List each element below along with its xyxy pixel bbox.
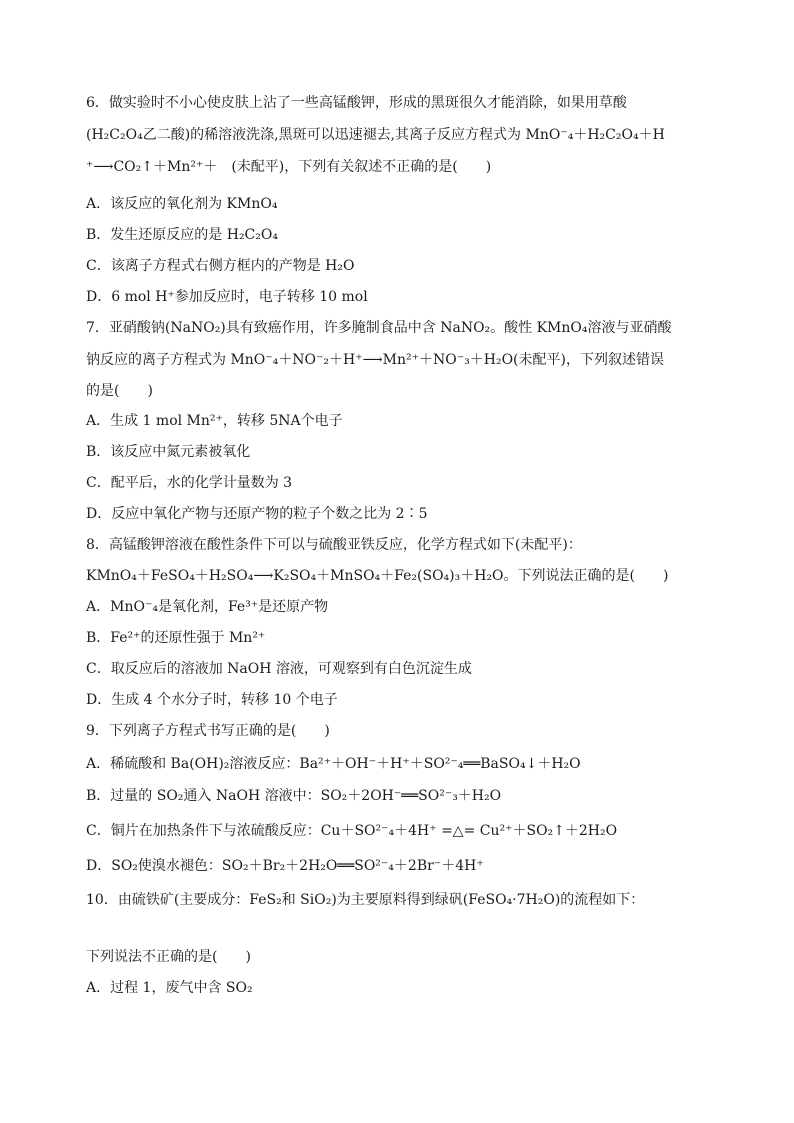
q6-stem-line-3: ⁺⟶CO₂↑＋Mn²⁺＋ (未配平)，下列有关叙述不正确的是( ) [86,159,492,175]
q7-option-c: C．配平后，水的化学计量数为 3 [86,475,293,491]
q7-stem-line-2: 钠反应的离子方程式为 MnO⁻₄＋NO⁻₂＋H⁺⟶Mn²⁺＋NO⁻₃＋H₂O(未配平)，下列叙述错误 [86,352,664,368]
q7-stem-line-3: 的是( ) [86,383,153,399]
q6-option-c: C．该离子方程式右侧方框内的产物是 H₂O [86,258,355,274]
q6-stem-line-2: (H₂C₂O₄乙二酸)的稀溶液洗涤,黑斑可以迅速褪去,其离子反应方程式为 MnO⁻₄＋H₂C₂O₄＋H [86,127,665,143]
q7-option-b: B．该反应中氮元素被氧化 [86,444,251,460]
q8-option-a: A．MnO⁻₄是氧化剂，Fe³⁺是还原产物 [86,599,329,615]
q10-stem-line-2: 下列说法不正确的是( ) [86,949,251,965]
q9-option-c: C．铜片在加热条件下与浓硫酸反应：Cu＋SO²⁻₄＋4H⁺ =△= Cu²⁺＋SO₂↑＋2H₂O [86,823,618,839]
q7-option-d: D．反应中氧化产物与还原产物的粒子个数之比为 2∶5 [86,506,428,522]
q6-stem-line-1: 6．做实验时不小心使皮肤上沾了一些高锰酸钾，形成的黑斑很久才能消除，如果用草酸 [86,95,627,111]
q6-option-d: D．6 mol H⁺参加反应时，电子转移 10 mol [86,289,368,305]
q8-option-c: C．取反应后的溶液加 NaOH 溶液，可观察到有白色沉淀生成 [86,661,472,677]
q8-option-b: B．Fe²⁺的还原性强于 Mn²⁺ [86,630,266,646]
q6-option-b: B．发生还原反应的是 H₂C₂O₄ [86,227,278,243]
q7-option-a: A．生成 1 mol Mn²⁺，转移 5NA个电子 [86,413,343,429]
q7-stem-line-1: 7．亚硝酸钠(NaNO₂)具有致癌作用，许多腌制食品中含 NaNO₂。酸性 KMnO₄溶液与亚硝酸 [86,320,672,336]
q9-stem-line-1: 9．下列离子方程式书写正确的是( ) [86,723,330,739]
q10-stem-line-1: 10．由硫铁矿(主要成分：FeS₂和 SiO₂)为主要原料得到绿矾(FeSO₄·7H₂O)的流程如下： [86,892,645,908]
q8-stem-line-2: KMnO₄＋FeSO₄＋H₂SO₄⟶K₂SO₄＋MnSO₄＋Fe₂(SO₄)₃＋H₂O。下列说法正确的是( ) [86,568,669,584]
q9-option-d: D．SO₂使溴水褪色：SO₂＋Br₂＋2H₂O══SO²⁻₄＋2Br⁻＋4H⁺ [86,858,484,874]
q9-option-b: B．过量的 SO₂通入 NaOH 溶液中：SO₂＋2OH⁻══SO²⁻₃＋H₂O [86,788,502,804]
q8-option-d: D．生成 4 个水分子时，转移 10 个电子 [86,692,338,708]
q8-stem-line-1: 8．高锰酸钾溶液在酸性条件下可以与硫酸亚铁反应，化学方程式如下(未配平)： [86,537,582,553]
q10-option-a: A．过程 1，废气中含 SO₂ [86,980,253,996]
q9-option-a: A．稀硫酸和 Ba(OH)₂溶液反应：Ba²⁺＋OH⁻＋H⁺＋SO²⁻₄══BaSO₄↓＋H₂O [86,756,581,772]
q6-option-a: A．该反应的氧化剂为 KMnO₄ [86,196,278,212]
